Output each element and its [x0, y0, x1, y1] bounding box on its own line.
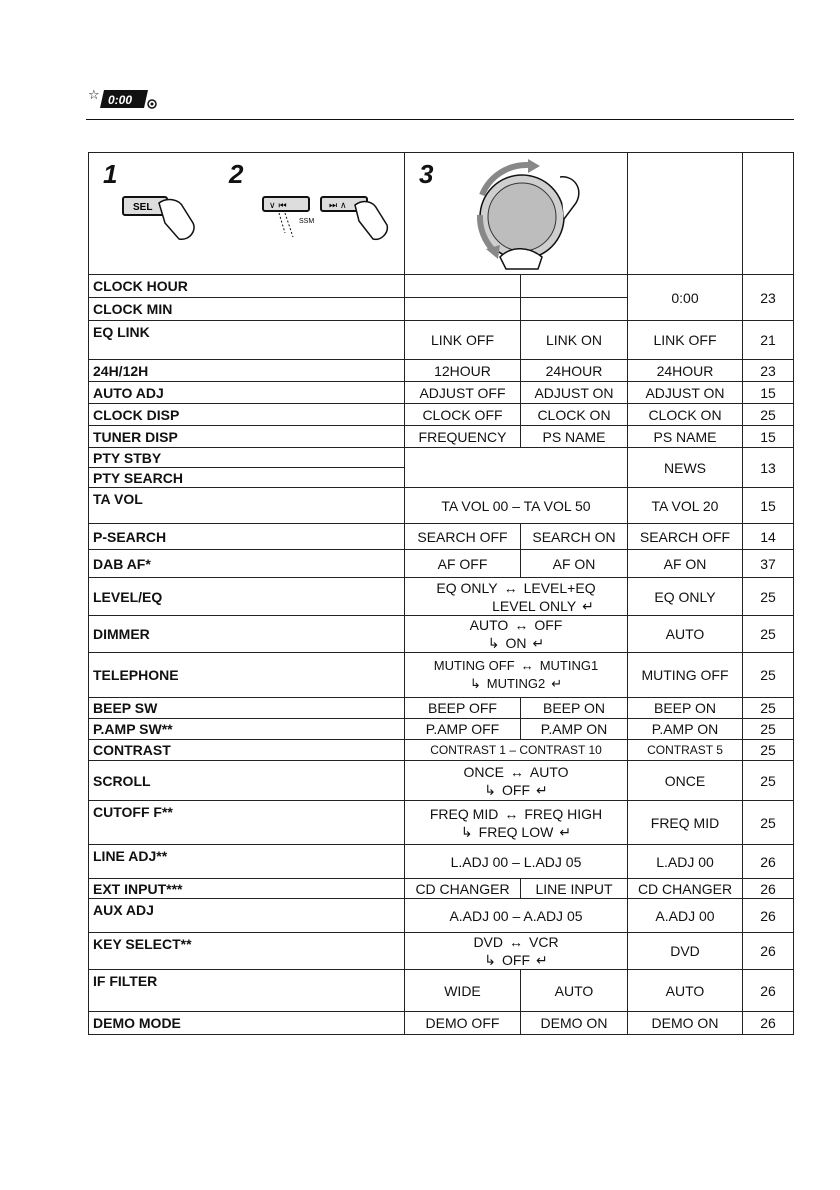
page-ref: 26	[743, 899, 794, 933]
return-arrow-icon: ↵	[551, 676, 563, 691]
step-2-number: 2	[229, 159, 244, 189]
return-arrow-icon: ↵	[582, 597, 594, 614]
default-value: AF ON	[628, 550, 743, 578]
default-value: L.ADJ 00	[628, 845, 743, 879]
cycle-option-b: OFF	[534, 617, 563, 633]
cycle-option-b: VCR	[529, 934, 559, 950]
page-ref: 37	[743, 550, 794, 578]
cycle-options	[405, 578, 628, 616]
option-1: CD CHANGER	[405, 879, 521, 899]
cycle-option-b: AUTO	[529, 763, 569, 780]
option-2: 24HOUR	[521, 360, 628, 382]
menu-item-key-select: KEY SELECT**	[89, 933, 405, 970]
cycle-option-b: FREQ HIGH	[524, 805, 603, 822]
default-value: A.ADJ 00	[628, 899, 743, 933]
table-row	[89, 550, 794, 578]
header-divider	[86, 119, 794, 120]
menu-item-clock-disp: CLOCK DISP	[89, 404, 405, 426]
step-3-cell	[405, 153, 628, 275]
menu-item-eq-link: EQ LINK	[89, 321, 405, 360]
page-ref: 14	[743, 524, 794, 550]
option-2: CLOCK ON	[521, 404, 628, 426]
page-ref: 21	[743, 321, 794, 360]
return-arrow-icon: ↵	[559, 823, 572, 840]
return-arrow-icon: ↵	[536, 952, 548, 968]
default-value: CONTRAST 5	[628, 740, 743, 761]
cycle-option-b: MUTING1	[539, 658, 599, 673]
default-value: P.AMP ON	[628, 719, 743, 740]
cycle-options	[405, 801, 628, 845]
option-cell-empty	[521, 298, 628, 321]
settings-menu-table	[88, 152, 794, 1035]
option-1: ADJUST OFF	[405, 382, 521, 404]
page-ref: 25	[743, 698, 794, 719]
page-ref: 25	[743, 801, 794, 845]
option-2: P.AMP ON	[521, 719, 628, 740]
step-1-number: 1	[103, 159, 118, 189]
cycle-option-a: MUTING OFF	[433, 658, 515, 673]
corner-arrow-icon: ↳	[484, 952, 496, 968]
sel-label: SEL	[133, 202, 153, 213]
default-value: DVD	[628, 933, 743, 970]
bidirectional-arrow-icon: ↔	[504, 805, 519, 822]
menu-item-auto-adj: AUTO ADJ	[89, 382, 405, 404]
option-1: CLOCK OFF	[405, 404, 521, 426]
option-2: ADJUST ON	[521, 382, 628, 404]
step-3-number: 3	[419, 159, 434, 189]
table-row	[89, 719, 794, 740]
menu-item-telephone: TELEPHONE	[89, 653, 405, 698]
default-value: TA VOL 20	[628, 488, 743, 524]
option-range: TA VOL 00 – TA VOL 50	[405, 488, 628, 524]
default-clock: 0:00	[628, 275, 743, 321]
option-1: AF OFF	[405, 550, 521, 578]
page-clock: 23	[743, 275, 794, 321]
option-2: SEARCH ON	[521, 524, 628, 550]
default-value: AUTO	[628, 616, 743, 653]
table-row	[89, 321, 794, 360]
seek-buttons-illustration	[259, 193, 399, 253]
bidirectional-arrow-icon: ↔	[503, 579, 518, 596]
step-empty-cell-a	[628, 153, 743, 275]
cycle-option-b: LEVEL+EQ	[523, 579, 596, 596]
cycle-option-a: ONCE	[463, 763, 504, 780]
default-value: CD CHANGER	[628, 879, 743, 899]
table-row	[89, 879, 794, 899]
table-row	[89, 1012, 794, 1035]
option-1: LINK OFF	[405, 321, 521, 360]
table-row	[89, 801, 794, 845]
default-value: BEEP ON	[628, 698, 743, 719]
sel-button-illustration	[119, 193, 219, 253]
option-range: CONTRAST 1 – CONTRAST 10	[405, 740, 628, 761]
return-arrow-icon: ↵	[536, 781, 548, 798]
cycle-options	[405, 761, 628, 801]
page-ref: 25	[743, 761, 794, 801]
cycle-option-c: ON	[505, 635, 527, 651]
menu-item-demo-mode: DEMO MODE	[89, 1012, 405, 1035]
cycle-option-a: EQ ONLY	[436, 579, 498, 596]
menu-item-line-adj: LINE ADJ**	[89, 845, 405, 879]
svg-text:⏭ ∧: ⏭ ∧	[329, 201, 347, 211]
menu-item-if-filter: IF FILTER	[89, 970, 405, 1012]
page-pty: 13	[743, 448, 794, 488]
option-1: 12HOUR	[405, 360, 521, 382]
table-row	[89, 426, 794, 448]
menu-item-level-eq: LEVEL/EQ	[89, 578, 405, 616]
default-value: EQ ONLY	[628, 578, 743, 616]
option-2: AUTO	[521, 970, 628, 1012]
table-row	[89, 578, 794, 616]
default-value: DEMO ON	[628, 1012, 743, 1035]
return-arrow-icon: ↵	[532, 635, 545, 651]
cycle-options	[405, 616, 628, 653]
page-ref: 25	[743, 740, 794, 761]
page-ref: 25	[743, 616, 794, 653]
bidirectional-arrow-icon: ↔	[509, 934, 523, 950]
table-row	[89, 761, 794, 801]
default-pty: NEWS	[628, 448, 743, 488]
option-1: P.AMP OFF	[405, 719, 521, 740]
page-ref: 26	[743, 970, 794, 1012]
page-ref: 15	[743, 488, 794, 524]
menu-item-cutoff-f: CUTOFF F**	[89, 801, 405, 845]
table-row	[89, 740, 794, 761]
option-2: DEMO ON	[521, 1012, 628, 1035]
table-row	[89, 448, 794, 468]
cycle-option-c: OFF	[502, 781, 530, 798]
steps-row	[89, 153, 794, 275]
cycle-option-c: LEVEL ONLY	[492, 597, 577, 614]
default-value: FREQ MID	[628, 801, 743, 845]
cycle-option-c: FREQ LOW	[478, 823, 554, 840]
corner-arrow-icon: ↳	[469, 676, 481, 691]
default-value: AUTO	[628, 970, 743, 1012]
table-row	[89, 488, 794, 524]
menu-item-pty-stby: PTY STBY	[89, 448, 405, 468]
default-value: ADJUST ON	[628, 382, 743, 404]
page-ref: 25	[743, 578, 794, 616]
cycle-option-a: DVD	[473, 934, 503, 950]
table-row	[89, 616, 794, 653]
table-row	[89, 382, 794, 404]
ssm-label: SSM	[299, 218, 315, 225]
table-row	[89, 970, 794, 1012]
default-value: ONCE	[628, 761, 743, 801]
clock-settings-icon	[86, 86, 166, 110]
menu-item-ta-vol: TA VOL	[89, 488, 405, 524]
step-empty-cell-b	[743, 153, 794, 275]
page-ref: 26	[743, 845, 794, 879]
page-ref: 26	[743, 1012, 794, 1035]
default-value: PS NAME	[628, 426, 743, 448]
corner-arrow-icon: ↳	[487, 635, 500, 651]
default-value: CLOCK ON	[628, 404, 743, 426]
table-row	[89, 845, 794, 879]
cycle-option-a: FREQ MID	[429, 805, 499, 822]
option-2: AF ON	[521, 550, 628, 578]
svg-text:∨ ⏮: ∨ ⏮	[269, 201, 287, 211]
option-range: L.ADJ 00 – L.ADJ 05	[405, 845, 628, 879]
option-1: BEEP OFF	[405, 698, 521, 719]
table-row	[89, 404, 794, 426]
menu-item-tuner-disp: TUNER DISP	[89, 426, 405, 448]
page-ref: 15	[743, 426, 794, 448]
bidirectional-arrow-icon: ↔	[509, 763, 524, 780]
option-cell-empty	[521, 275, 628, 298]
option-1: DEMO OFF	[405, 1012, 521, 1035]
corner-arrow-icon: ↳	[484, 781, 496, 798]
table-row	[89, 275, 794, 298]
control-dial-icon	[460, 155, 600, 273]
corner-arrow-icon: ↳	[460, 823, 473, 840]
option-1: WIDE	[405, 970, 521, 1012]
menu-item-p-search: P-SEARCH	[89, 524, 405, 550]
page-ref: 25	[743, 719, 794, 740]
default-value: MUTING OFF	[628, 653, 743, 698]
menu-item-clock-hour: CLOCK HOUR	[89, 275, 405, 298]
menu-item-clock-min: CLOCK MIN	[89, 298, 405, 321]
default-value: LINK OFF	[628, 321, 743, 360]
option-2: LINE INPUT	[521, 879, 628, 899]
option-2: BEEP ON	[521, 698, 628, 719]
option-cell-empty	[405, 448, 628, 488]
bidirectional-arrow-icon: ↔	[514, 617, 529, 633]
page-ref: 15	[743, 382, 794, 404]
option-range: A.ADJ 00 – A.ADJ 05	[405, 899, 628, 933]
menu-item-dimmer: DIMMER	[89, 616, 405, 653]
option-cell-empty	[405, 275, 521, 298]
menu-item-beep-sw: BEEP SW	[89, 698, 405, 719]
page-ref: 26	[743, 933, 794, 970]
menu-item-24h-12h: 24H/12H	[89, 360, 405, 382]
cycle-options	[405, 653, 628, 698]
cycle-option-c: OFF	[502, 952, 530, 968]
table-row	[89, 933, 794, 970]
default-value: 24HOUR	[628, 360, 743, 382]
table-row	[89, 899, 794, 933]
table-row	[89, 698, 794, 719]
default-value: SEARCH OFF	[628, 524, 743, 550]
option-1: SEARCH OFF	[405, 524, 521, 550]
menu-item-pamp-sw: P.AMP SW**	[89, 719, 405, 740]
cycle-option-a: AUTO	[469, 617, 509, 633]
option-cell-empty	[405, 298, 521, 321]
page-ref: 25	[743, 653, 794, 698]
menu-item-contrast: CONTRAST	[89, 740, 405, 761]
steps-1-2-cell	[89, 153, 405, 275]
menu-item-pty-search: PTY SEARCH	[89, 468, 405, 488]
page-ref: 26	[743, 879, 794, 899]
page-ref: 25	[743, 404, 794, 426]
table-row	[89, 653, 794, 698]
menu-item-scroll: SCROLL	[89, 761, 405, 801]
option-1: FREQUENCY	[405, 426, 521, 448]
bidirectional-arrow-icon: ↔	[520, 658, 534, 673]
svg-text:☆: ☆	[88, 88, 100, 103]
menu-item-aux-adj: AUX ADJ	[89, 899, 405, 933]
menu-item-ext-input: EXT INPUT***	[89, 879, 405, 899]
table-row	[89, 524, 794, 550]
page-ref: 23	[743, 360, 794, 382]
option-2: PS NAME	[521, 426, 628, 448]
menu-item-dab-af: DAB AF*	[89, 550, 405, 578]
cycle-options	[405, 933, 628, 970]
table-row	[89, 360, 794, 382]
cycle-option-c: MUTING2	[486, 676, 546, 691]
option-2: LINK ON	[521, 321, 628, 360]
svg-text:0:00: 0:00	[108, 93, 133, 107]
